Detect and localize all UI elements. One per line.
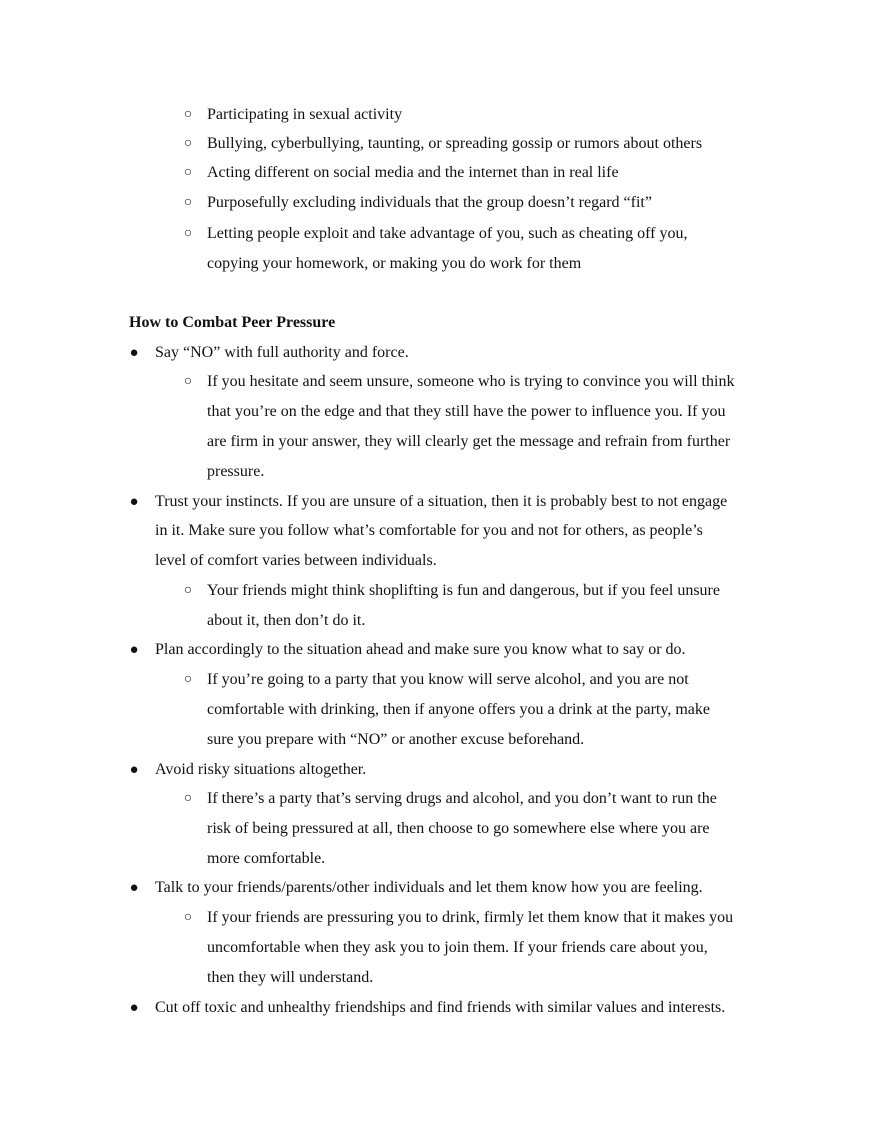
list-item-text: in it. Make sure you follow what’s comfortable for you and not for others, as people’s — [155, 522, 703, 539]
list-bullet: ● — [129, 880, 139, 896]
list-item-text: If you’re going to a party that you know will serve alcohol, and you are not — [207, 671, 689, 688]
list-item-text: Participating in sexual activity — [207, 106, 403, 123]
list-item-text: that you’re on the edge and that they still have the power to influence you. If you — [207, 403, 726, 420]
list-bullet: ○ — [183, 910, 193, 925]
list-item-text: more comfortable. — [207, 850, 326, 867]
list-bullet: ○ — [183, 374, 193, 389]
list-bullet: ○ — [183, 791, 193, 806]
list-bullet: ○ — [183, 672, 193, 687]
list-item-text: risk of being pressured at all, then choose to go somewhere else where you are — [207, 820, 710, 837]
list-bullet: ○ — [183, 165, 193, 180]
list-bullet: ● — [129, 1000, 139, 1016]
list-item-text: If you hesitate and seem unsure, someone who is trying to convince you will think — [207, 373, 735, 390]
list-bullet: ○ — [183, 195, 193, 210]
list-item-text: sure you prepare with “NO” or another excuse beforehand. — [207, 731, 585, 748]
list-item-text: copying your homework, or making you do work for them — [207, 255, 582, 272]
section-heading: How to Combat Peer Pressure — [129, 314, 336, 331]
list-item-text: comfortable with drinking, then if anyone offers you a drink at the party, make — [207, 701, 710, 718]
list-item-text: are firm in your answer, they will clearly get the message and refrain from further — [207, 433, 731, 450]
list-item-text: level of comfort varies between individuals. — [155, 552, 437, 569]
list-bullet: ○ — [183, 136, 193, 151]
list-item-text: uncomfortable when they ask you to join them. If your friends care about you, — [207, 939, 708, 956]
list-item-text: Avoid risky situations altogether. — [155, 761, 367, 778]
list-item-text: Purposefully excluding individuals that the group doesn’t regard “fit” — [207, 194, 652, 211]
list-item-text: Your friends might think shoplifting is fun and dangerous, but if you feel unsure — [207, 582, 720, 599]
list-item-text: Cut off toxic and unhealthy friendships and find friends with similar values and interests. — [155, 999, 726, 1016]
list-item-text: then they will understand. — [207, 969, 374, 986]
list-item-text: Letting people exploit and take advantage of you, such as cheating off you, — [207, 225, 688, 242]
list-item-text: Say “NO” with full authority and force. — [155, 344, 409, 361]
list-item-text: Acting different on social media and the internet than in real life — [207, 164, 619, 181]
list-bullet: ○ — [183, 107, 193, 122]
list-item-text: pressure. — [207, 463, 265, 480]
list-bullet: ● — [129, 642, 139, 658]
list-item-text: Bullying, cyberbullying, taunting, or spreading gossip or rumors about others — [207, 135, 703, 152]
list-item-text: Talk to your friends/parents/other individuals and let them know how you are feeling. — [155, 879, 703, 896]
list-item-text: about it, then don’t do it. — [207, 612, 366, 629]
list-bullet: ○ — [183, 583, 193, 598]
list-item-text: Plan accordingly to the situation ahead and make sure you know what to say or do. — [155, 641, 686, 658]
list-item-text: Trust your instincts. If you are unsure of a situation, then it is probably best to not engage — [155, 493, 728, 510]
list-bullet: ● — [129, 345, 139, 361]
list-bullet: ● — [129, 494, 139, 510]
list-item-text: If your friends are pressuring you to drink, firmly let them know that it makes you — [207, 909, 734, 926]
list-bullet: ● — [129, 762, 139, 778]
list-bullet: ○ — [183, 226, 193, 241]
list-item-text: If there’s a party that’s serving drugs and alcohol, and you don’t want to run the — [207, 790, 717, 807]
